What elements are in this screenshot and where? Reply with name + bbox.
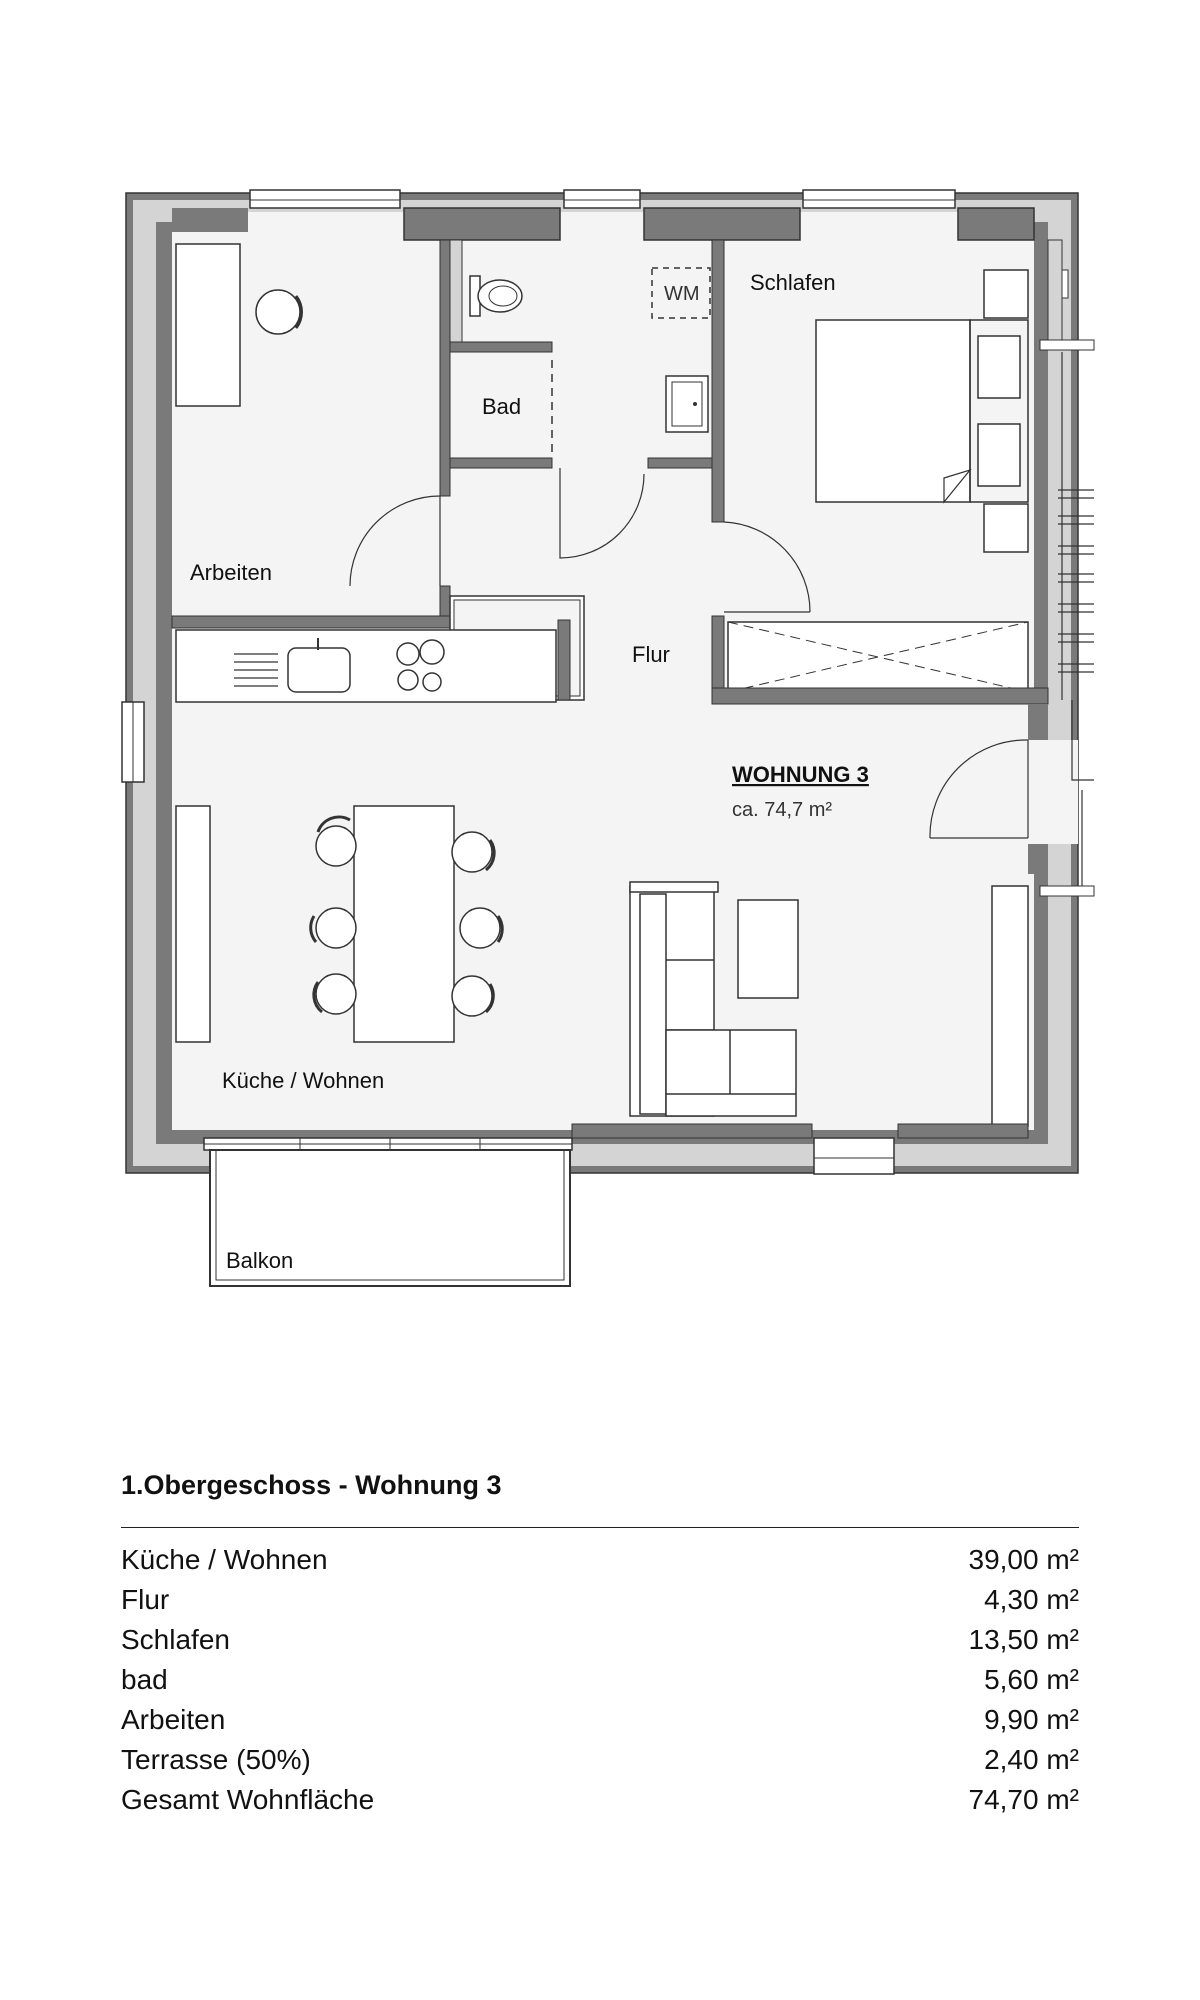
kitchen-counter	[176, 630, 556, 702]
window-bottom-right	[814, 1138, 894, 1174]
wall-schlafen-bottom	[712, 688, 1048, 704]
coffee-table	[738, 900, 798, 998]
wm-label: WM	[664, 283, 700, 305]
area-row-name: Terrasse (50%)	[121, 1744, 311, 1775]
area-row-name: Küche / Wohnen	[121, 1544, 328, 1575]
area-row-name: Flur	[121, 1584, 170, 1615]
wall-bad-bottom	[450, 458, 552, 468]
sink-icon	[666, 376, 708, 432]
desk	[176, 244, 240, 406]
area-row-value: 2,40 m²	[984, 1744, 1079, 1775]
area-row	[121, 1780, 1079, 1820]
area-row	[121, 1700, 1079, 1740]
area-row-name: bad	[121, 1664, 168, 1695]
side-cabinet	[992, 886, 1028, 1126]
room-label-kueche-wohnen: Küche / Wohnen	[222, 1068, 385, 1093]
area-row-value: 4,30 m²	[984, 1584, 1079, 1615]
area-table-title: 1.Obergeschoss - Wohnung 3	[121, 1470, 502, 1500]
entry-opening	[1028, 740, 1078, 844]
area-row-value: 9,90 m²	[984, 1704, 1079, 1735]
room-label-arbeiten: Arbeiten	[190, 560, 272, 585]
window-top-middle	[564, 190, 640, 208]
dining-table	[354, 806, 454, 1042]
bed	[816, 320, 970, 502]
area-table-rule	[121, 1527, 1079, 1528]
wall-arbeiten-right	[440, 240, 450, 496]
office-chair-icon	[256, 290, 302, 334]
area-row-value: 5,60 m²	[984, 1664, 1079, 1695]
unit-area: ca. 74,7 m²	[732, 799, 833, 821]
area-table	[121, 1470, 1079, 1820]
area-row	[121, 1620, 1079, 1660]
window-top-right	[803, 190, 955, 208]
area-row-value: 39,00 m²	[968, 1544, 1079, 1575]
nightstand-top	[984, 270, 1028, 318]
pillow-top	[978, 336, 1020, 398]
wall-bad-top	[450, 342, 552, 352]
area-row-name: Gesamt Wohnfläche	[121, 1784, 375, 1815]
sideboard	[176, 806, 210, 1042]
area-row	[121, 1740, 1079, 1780]
room-label-balkon: Balkon	[226, 1248, 294, 1273]
window-top-left	[250, 190, 400, 208]
room-label-schlafen: Schlafen	[750, 270, 836, 295]
unit-name: WOHNUNG 3	[732, 762, 869, 787]
area-rows	[121, 1540, 1079, 1820]
area-row-value: 74,70 m²	[968, 1784, 1079, 1815]
area-row-name: Schlafen	[121, 1624, 230, 1655]
area-row	[121, 1540, 1079, 1580]
area-row	[121, 1660, 1079, 1700]
room-label-bad: Bad	[482, 394, 522, 419]
nightstand-bottom	[984, 504, 1028, 552]
wall-schlafen-left	[712, 240, 724, 522]
room-label-flur: Flur	[632, 642, 670, 667]
area-row	[121, 1580, 1079, 1620]
area-row-name: Arbeiten	[121, 1704, 226, 1735]
area-row-value: 13,50 m²	[968, 1624, 1079, 1655]
pillow-bottom	[978, 424, 1020, 486]
